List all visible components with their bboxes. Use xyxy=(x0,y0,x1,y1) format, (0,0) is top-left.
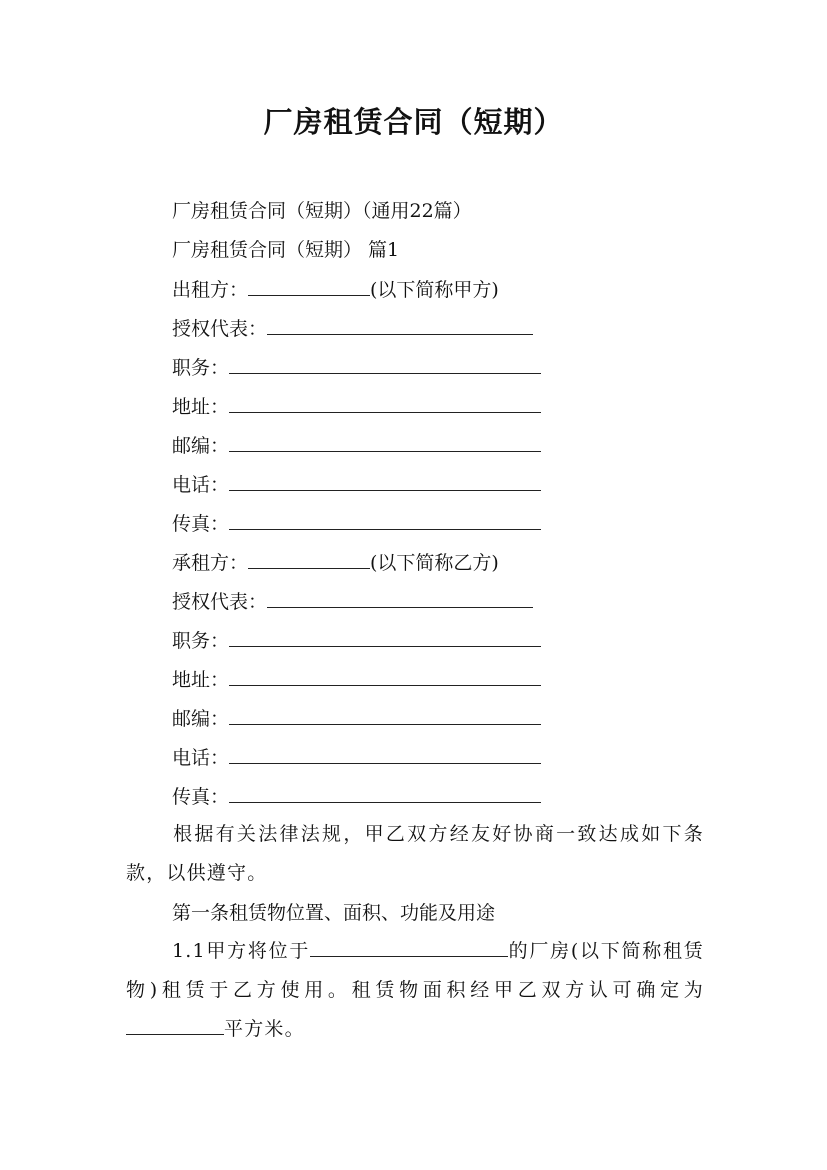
field-label: 传真： xyxy=(172,786,230,808)
field-label: 电话： xyxy=(172,747,230,769)
lessee-field-phone xyxy=(172,744,541,771)
field-blank xyxy=(229,510,541,530)
field-blank xyxy=(229,744,541,764)
clause-text-b: 的厂房(以下简称租赁物)租赁于乙方使用。租赁物面积经甲乙双方认可确定为 xyxy=(126,940,704,1001)
field-blank xyxy=(267,588,533,608)
lessee-field-position xyxy=(172,627,541,654)
lessor-field-postcode xyxy=(172,432,541,459)
field-label: 邮编： xyxy=(172,435,230,457)
lessee-field-fax xyxy=(172,783,541,810)
field-label: 授权代表： xyxy=(172,318,268,340)
field-label: 电话： xyxy=(172,474,230,496)
field-label: 传真： xyxy=(172,513,230,535)
field-label: 职务： xyxy=(172,357,230,379)
field-label: 职务： xyxy=(172,630,230,652)
field-label: 地址： xyxy=(172,669,230,691)
lessor-field-address xyxy=(172,393,541,420)
lessor-line xyxy=(172,276,499,303)
lessor-blank xyxy=(248,276,370,296)
lessor-field-fax xyxy=(172,510,541,537)
document-subtitle: 厂房租赁合同（短期）（通用22篇） xyxy=(172,200,472,222)
field-blank xyxy=(229,666,541,686)
field-label: 邮编： xyxy=(172,708,230,730)
intro-text: 根据有关法律法规，甲乙双方经友好协商一致达成如下条款，以供遵守。 xyxy=(126,823,704,884)
lessor-field-position xyxy=(172,354,541,381)
chapter-heading: 厂房租赁合同（短期） 篇1 xyxy=(172,239,400,261)
field-blank xyxy=(229,705,541,725)
clause-1-1 xyxy=(126,932,704,1049)
field-blank xyxy=(267,315,533,335)
lessee-field-address xyxy=(172,666,541,693)
clause-text-a: 1.1甲方将位于 xyxy=(172,940,311,962)
lessee-field-postcode xyxy=(172,705,541,732)
field-label: 地址： xyxy=(172,396,230,418)
lessee-label: 承租方： xyxy=(172,552,249,574)
document-title: 厂房租赁合同（短期） xyxy=(263,105,564,139)
intro-paragraph xyxy=(126,815,704,893)
lessee-field-representative xyxy=(172,588,533,615)
field-label: 授权代表： xyxy=(172,591,268,613)
lessor-label: 出租方： xyxy=(172,279,249,301)
area-blank xyxy=(126,1015,224,1035)
field-blank xyxy=(229,627,541,647)
lessee-suffix: (以下简称乙方) xyxy=(370,552,499,574)
lessor-field-phone xyxy=(172,471,541,498)
lessee-blank xyxy=(248,549,370,569)
field-blank xyxy=(229,471,541,491)
lessor-field-representative xyxy=(172,315,533,342)
clause-text-c: 平方米。 xyxy=(224,1018,305,1040)
lessor-suffix: (以下简称甲方) xyxy=(370,279,499,301)
field-blank xyxy=(229,354,541,374)
field-blank xyxy=(229,393,541,413)
field-blank xyxy=(229,432,541,452)
field-blank xyxy=(229,783,541,803)
article-1-title: 第一条租赁物位置、面积、功能及用途 xyxy=(172,902,496,924)
location-blank xyxy=(310,937,508,957)
lessee-line xyxy=(172,549,499,576)
